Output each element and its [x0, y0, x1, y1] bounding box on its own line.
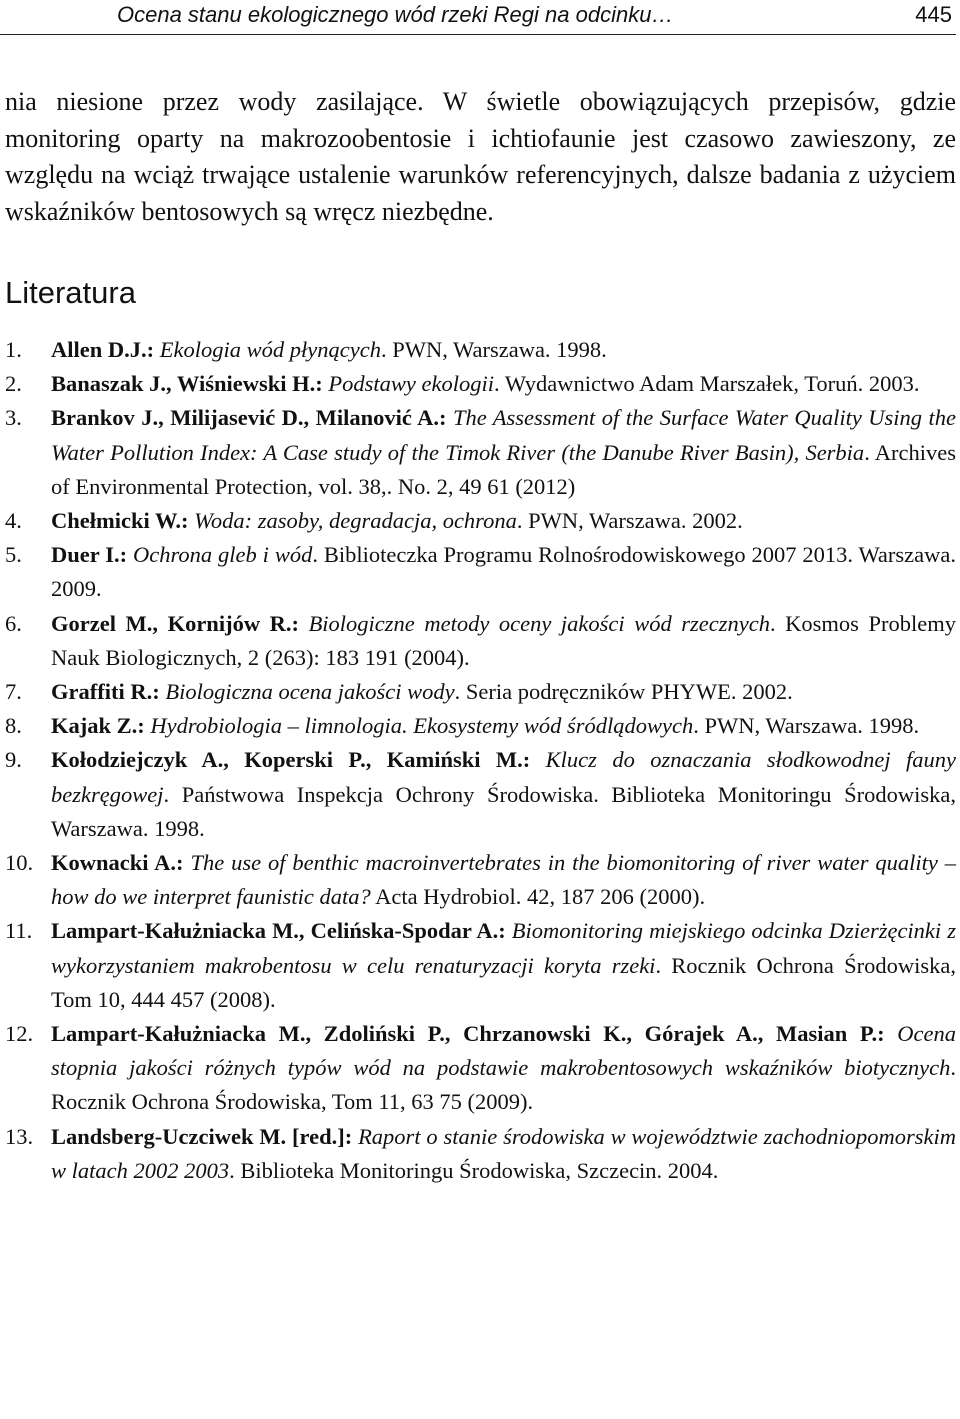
reference-authors: Duer I. — [51, 542, 120, 568]
reference-title: Raport o stanie środowiska w województwie zachodniopomorskim w latach 2002 2003 — [51, 1123, 957, 1183]
reference-number: 8. — [5, 713, 22, 739]
section-heading: Literatura — [5, 275, 136, 310]
reference-item — [0, 607, 956, 675]
reference-list — [0, 333, 956, 1188]
reference-separator: : — [152, 679, 166, 705]
reference-separator: : — [439, 405, 453, 431]
reference-separator: : — [344, 1123, 359, 1149]
reference-item — [0, 333, 956, 367]
reference-details: . Rocznik Ochrona Środowiska, Tom 11, 63 75 (2009). — [51, 1055, 956, 1115]
reference-authors: Chełmicki W. — [51, 508, 182, 534]
reference-item — [0, 846, 956, 914]
reference-details: . Archives of Environmental Protection, vol. 38,. No. 2, 49 61 (2012) — [51, 439, 956, 499]
reference-separator: : — [181, 508, 195, 534]
reference-number: 10. — [5, 850, 34, 876]
reference-item — [0, 1017, 956, 1120]
reference-title: The Assessment of the Surface Water Quality Using the Water Pollution Index: A Case study of the Timok River (the Danube River Basin), Serbia — [51, 405, 957, 465]
reference-authors: Allen D.J. — [51, 337, 147, 362]
reference-item — [0, 401, 956, 504]
reference-authors: Kownacki A. — [51, 850, 177, 876]
reference-details: . Biblioteczka Programu Rolnośrodowiskowego 2007 2013. Warszawa. 2009. — [51, 542, 956, 602]
reference-title: Podstawy ekologii — [328, 371, 494, 397]
reference-authors: Banaszak J., Wiśniewski H. — [51, 371, 316, 397]
reference-details: . PWN, Warszawa. 1998. — [380, 337, 607, 362]
reference-title: Klucz do oznaczania słodkowodnej fauny bezkręgowej — [51, 747, 956, 807]
reference-title: Ekologia wód płynących — [159, 337, 381, 362]
reference-number: 2. — [5, 371, 22, 397]
reference-separator: : — [176, 850, 191, 876]
reference-item — [0, 743, 956, 846]
reference-authors: Lampart-Kałużniacka M., Celińska-Spodar A. — [51, 918, 499, 944]
reference-item — [0, 367, 956, 401]
intro-paragraph: nia niesione przez wody zasilające. W świetle obowiązujących przepisów, gdzie monitoring oparty na makrozoobentosie i ichtiofaunie jest czasowo zawieszony, ze względu na wciąż trwające ustalenie warunków referencyjnych, dalsze badania z użyciem wskaźników bentosowych są wręcz niezbędne. — [5, 87, 956, 226]
reference-item — [0, 914, 956, 1017]
reference-title: Ocena stopnia jakości różnych typów wód na podstawie makrobentosowych wskaźników biotycznych — [51, 1021, 956, 1081]
reference-details: . Rocznik Ochrona Środowiska, Tom 10, 444 457 (2008). — [51, 952, 956, 1012]
reference-details: Acta Hydrobiol. 42, 187 206 (2000). — [370, 884, 706, 910]
reference-separator: : — [137, 713, 151, 739]
reference-number: 6. — [5, 610, 22, 636]
reference-details: . Wydawnictwo Adam Marszałek, Toruń. 2003. — [493, 371, 920, 397]
running-title: Ocena stanu ekologicznego wód rzeki Regi na odcinku… — [117, 2, 674, 27]
reference-details: . Kosmos Problemy Nauk Biologicznych, 2 (263): 183 191 (2004). — [51, 610, 956, 670]
reference-number: 4. — [5, 508, 22, 534]
reference-number: 1. — [5, 337, 22, 362]
reference-title: Ochrona gleb i wód — [133, 542, 313, 568]
reference-separator: : — [291, 610, 309, 636]
reference-details: . Biblioteka Monitoringu Środowiska, Szczecin. 2004. — [229, 1157, 719, 1183]
reference-item — [0, 538, 956, 606]
reference-number: 9. — [5, 747, 22, 773]
reference-title: Biomonitoring miejskiego odcinka Dzierżęcinki z wykorzystaniem makrobentosu w celu renaturyzacji koryta rzeki — [51, 918, 956, 978]
reference-item — [0, 675, 956, 709]
reference-separator: : — [877, 1021, 898, 1047]
reference-authors: Gorzel M., Kornijów R. — [51, 610, 292, 636]
reference-separator: : — [498, 918, 512, 944]
reference-separator: : — [119, 542, 133, 568]
reference-title: Woda: zasoby, degradacja, ochrona — [194, 508, 517, 534]
reference-separator: : — [522, 747, 546, 773]
reference-details: . Seria podręczników PHYWE. 2002. — [454, 679, 793, 705]
reference-authors: Landsberg-Uczciwek M. [red.] — [51, 1123, 345, 1149]
reference-number: 11. — [5, 918, 33, 944]
reference-title: Hydrobiologia – limnologia. Ekosystemy wód śródlądowych — [150, 713, 694, 739]
reference-authors: Lampart-Kałużniacka M., Zdoliński P., Chrzanowski K., Górajek A., Masian P. — [51, 1021, 878, 1047]
reference-authors: Kajak Z. — [51, 713, 138, 739]
reference-item — [0, 504, 956, 538]
reference-authors: Kołodziejczyk A., Koperski P., Kamiński M. — [51, 747, 523, 773]
running-header — [0, 0, 956, 35]
reference-number: 5. — [5, 542, 22, 568]
reference-separator: : — [315, 371, 329, 397]
reference-details: . PWN, Warszawa. 2002. — [516, 508, 743, 534]
reference-title: The use of benthic macroinvertebrates in the biomonitoring of river water quality – how do we interpret faunistic data? — [51, 850, 956, 910]
reference-authors: Graffiti R. — [51, 679, 153, 705]
reference-number: 7. — [5, 679, 22, 705]
reference-details: . Państwowa Inspekcja Ochrony Środowiska. Biblioteka Monitoringu Środowiska, Warszawa. 1998. — [51, 781, 956, 841]
reference-item — [0, 1120, 956, 1188]
reference-details: . PWN, Warszawa. 1998. — [693, 713, 920, 739]
reference-number: 13. — [5, 1123, 34, 1149]
reference-title: Biologiczne metody oceny jakości wód rzecznych — [308, 610, 770, 636]
page-number: 445 — [915, 2, 952, 27]
reference-separator: : — [146, 337, 160, 362]
reference-title: Biologiczna ocena jakości wody — [165, 679, 455, 705]
reference-number: 3. — [5, 405, 22, 431]
reference-authors: Brankov J., Milijasević D., Milanović A. — [51, 405, 439, 431]
reference-item — [0, 709, 956, 743]
reference-number: 12. — [5, 1021, 34, 1047]
